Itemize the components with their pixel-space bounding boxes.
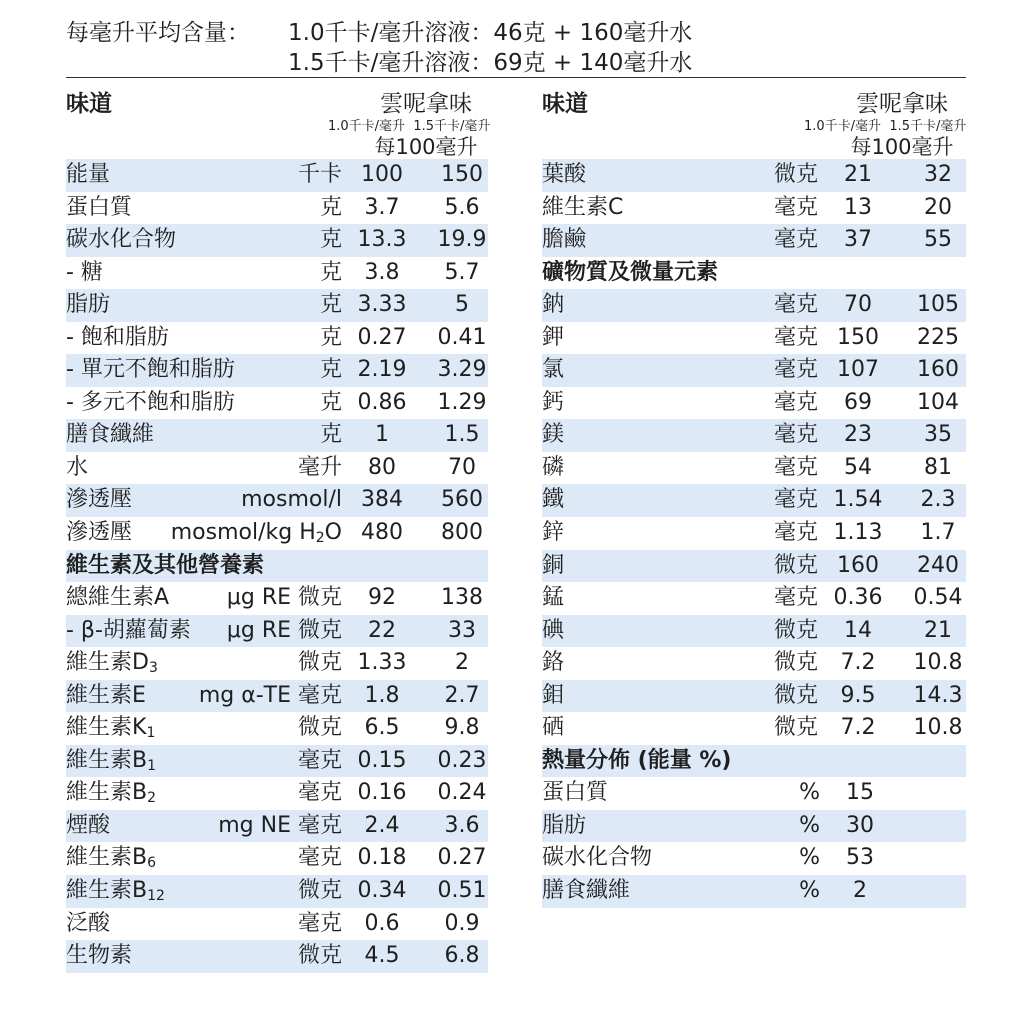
nutrient-name: 銅 [542,552,565,578]
nutrient-row [66,680,488,713]
nutrient-name: 滲透壓 [66,520,133,546]
nutrient-row [542,712,966,745]
nutrient-unit: 微克 [297,715,342,741]
nutrient-row [66,322,488,355]
nutrient-name: 鐵 [542,487,565,513]
nutrient-row [542,517,966,550]
table-header-left [66,83,491,159]
nutrient-unit: 毫克 [773,487,818,513]
nutrient-name: 錳 [542,585,565,611]
value-1-0-kcal: 2.19 [357,357,407,383]
section-heading-row [542,745,966,778]
dilution-label: 每毫升平均含量： [66,20,250,46]
dilution-line-1 [66,18,966,48]
value-1-0-kcal: 107 [837,357,879,383]
nutrient-name: - 糖 [66,259,103,285]
nutrient-name: 泛酸 [66,910,111,936]
nutrient-unit: 克 [319,422,342,448]
value-1-0-kcal: 3.33 [357,292,407,318]
nutrient-name: 維生素$B_{12}$ [66,878,165,905]
value-1-5-kcal: 5.7 [444,259,480,285]
concentration-1-0: 1.0千卡/毫升 [804,119,882,134]
nutrient-unit: 克 [319,227,342,253]
nutrient-unit: 克 [319,357,342,383]
nutrient-unit: 毫克 [773,520,818,546]
nutrition-table-right [542,83,966,908]
nutrient-name: 鈉 [542,292,565,318]
section-title: 熱量分佈 (能量 %) [542,747,732,773]
nutrient-name: 維生素C [542,194,624,220]
nutrient-unit: 毫克 [773,422,818,448]
header-divider [66,77,966,78]
nutrient-name: 氯 [542,357,565,383]
value-1-0-kcal: 1.8 [364,682,400,708]
nutrient-row [542,647,966,680]
nutrient-unit: 微克 [773,715,818,741]
value-1-5-kcal: 0.41 [437,324,487,350]
nutrient-name: 碳水化合物 [542,845,653,871]
dilution-line-2 [66,48,966,78]
value-1-5-kcal: 0.27 [437,845,487,871]
nutrient-unit: μg RE 微克 [226,617,342,643]
value-1-5-kcal: 160 [917,357,959,383]
per-100ml-label: 每100毫升 [374,135,478,159]
nutrient-row [66,517,488,550]
nutrient-name: 膳食纖維 [66,422,155,448]
value-1-5-kcal: 150 [441,162,483,187]
nutrient-row [66,908,488,941]
value-1-0-kcal: 1 [375,422,389,448]
nutrient-name: - β-胡蘿蔔素 [66,617,191,643]
value-1-0-kcal: 92 [368,585,396,611]
nutrient-unit: mg NE 毫克 [218,812,342,838]
value-1-5-kcal: 104 [917,389,959,415]
value-1-5-kcal: 225 [917,324,959,350]
nutrient-name: 水 [66,454,89,480]
nutrient-unit: 克 [319,292,342,318]
value-1-5-kcal: 0.24 [437,780,487,806]
value-1-5-kcal: 5.6 [444,194,480,220]
nutrient-unit: 微克 [297,943,342,969]
nutrient-row [542,289,966,322]
value-1-5-kcal [898,842,978,875]
nutrient-row [66,289,488,322]
value-1-0-kcal: 100 [361,162,403,187]
nutrient-unit: 克 [319,259,342,285]
nutrient-unit: 毫克 [773,389,818,415]
nutrient-row [542,484,966,517]
value-1-5-kcal: 5 [455,292,469,318]
value-1-0-kcal: 480 [361,520,403,546]
value-1-5-kcal: 35 [924,422,952,448]
value-1-5-kcal [898,875,978,908]
nutrient-row [542,680,966,713]
nutrient-name: 脂肪 [542,812,587,838]
nutrient-name: 磷 [542,454,565,480]
nutrient-unit: % [799,780,820,806]
value-1-5-kcal: 70 [448,454,476,480]
nutrient-unit: 毫克 [297,845,342,871]
value-1-5-kcal: 560 [441,487,483,513]
nutrient-unit: 毫克 [773,194,818,220]
nutrient-row [66,159,488,192]
value-1-5-kcal [898,777,978,810]
nutrient-row [542,615,966,648]
dilution-1-0-kcal: 1.0千卡/毫升溶液：46克 + 160毫升水 [288,20,693,46]
nutrient-name: - 多元不飽和脂肪 [66,389,235,415]
value-1-5-kcal: 6.8 [444,943,480,969]
nutrient-name: 蛋白質 [66,194,133,220]
nutrient-unit: 克 [319,389,342,415]
value-1-0-kcal: 0.34 [357,878,407,904]
nutrient-unit: 微克 [773,162,818,187]
value-1-5-kcal: 2 [455,650,469,676]
value-1-0-kcal: 22 [368,617,396,643]
value-1-5-kcal: 3.6 [444,812,480,838]
nutrient-unit: % [799,845,820,871]
nutrient-name: 煙酸 [66,812,111,838]
nutrient-name: 總維生素A [66,585,170,611]
nutrient-row [66,810,488,843]
value-1-0-kcal: 80 [368,454,396,480]
value-1-5-kcal: 138 [441,585,483,611]
value-1-0-kcal: 53 [846,845,874,871]
value-1-5-kcal: 1.7 [920,520,956,546]
nutrient-row [542,322,966,355]
section-heading-row [66,550,488,583]
nutrient-row [542,550,966,583]
dilution-header [66,18,966,78]
value-1-5-kcal: 33 [448,617,476,643]
nutrient-name: 維生素$B_2$ [66,780,157,807]
value-1-0-kcal: 7.2 [840,715,876,741]
nutrient-row [66,647,488,680]
value-1-5-kcal: 0.23 [437,747,487,773]
nutrient-name: 鋅 [542,520,565,546]
nutrient-name: 葉酸 [542,162,587,187]
nutrient-unit: 微克 [297,650,342,676]
nutrient-row [542,777,966,810]
nutrient-row [66,745,488,778]
value-1-5-kcal: 3.29 [437,357,487,383]
nutrient-unit: 微克 [773,552,818,578]
nutrient-row [66,712,488,745]
value-1-0-kcal: 2.4 [364,812,400,838]
nutrient-unit: % [799,812,820,838]
nutrient-name: 碘 [542,617,565,643]
nutrient-row [66,419,488,452]
nutrient-unit: 千卡 [297,162,342,187]
nutrient-name: 脂肪 [66,292,111,318]
nutrient-unit: % [799,878,820,904]
value-1-0-kcal: 23 [844,422,872,448]
nutrient-name: 維生素$D_3$ [66,650,158,677]
nutrient-row [66,875,488,908]
value-1-0-kcal: 70 [844,292,872,318]
nutrient-unit: mg α-TE 毫克 [198,682,342,708]
nutrient-name: 膽鹼 [542,227,587,253]
flavor-label: 味道 [66,91,112,117]
nutrient-unit: 微克 [297,878,342,904]
value-1-0-kcal: 21 [844,162,872,187]
product-flavor: 雲呢拿味 [380,91,472,117]
nutrient-unit: mosmol/kg $H_2O$ [170,520,342,547]
nutrient-name: 滲透壓 [66,487,133,513]
nutrient-unit: 毫克 [773,357,818,383]
nutrient-name: 硒 [542,715,565,741]
nutrient-name: 維生素$B_6$ [66,845,157,872]
value-1-0-kcal: 6.5 [364,715,400,741]
nutrient-row [66,582,488,615]
value-1-0-kcal: 13 [844,194,872,220]
nutrient-name: 維生素E [66,682,146,708]
value-1-5-kcal: 55 [924,227,952,253]
value-1-0-kcal: 2 [853,878,867,904]
value-1-0-kcal: 0.36 [833,585,883,611]
value-1-5-kcal: 0.9 [444,910,480,936]
value-1-0-kcal: 54 [844,454,872,480]
nutrient-name: 鉬 [542,682,565,708]
nutrient-unit: 毫克 [297,780,342,806]
nutrient-unit: 克 [319,324,342,350]
value-1-0-kcal: 0.16 [357,780,407,806]
value-1-0-kcal: 150 [837,324,879,350]
value-1-0-kcal: 1.54 [833,487,883,513]
nutrient-unit: 毫克 [297,910,342,936]
nutrient-row [542,192,966,225]
nutrient-row [66,257,488,290]
value-1-0-kcal: 0.6 [364,910,400,936]
value-1-5-kcal: 1.5 [444,422,480,448]
section-title: 礦物質及微量元素 [542,259,719,285]
nutrient-name: 碳水化合物 [66,227,177,253]
nutrient-unit: 微克 [773,617,818,643]
nutrient-name: 鉻 [542,650,565,676]
value-1-5-kcal: 1.29 [437,389,487,415]
nutrient-row [542,582,966,615]
value-1-5-kcal: 2.7 [444,682,480,708]
nutrient-row [66,842,488,875]
value-1-5-kcal: 32 [924,162,952,187]
value-1-5-kcal: 10.8 [913,715,963,741]
nutrient-row [66,192,488,225]
nutrient-name: 維生素$K_1$ [66,715,156,742]
value-1-5-kcal: 10.8 [913,650,963,676]
nutrient-row [542,224,966,257]
nutrient-row [542,875,966,908]
value-1-0-kcal: 15 [846,780,874,806]
nutrient-row [66,484,488,517]
value-1-0-kcal: 0.86 [357,389,407,415]
nutrient-row [542,842,966,875]
nutrient-row [66,224,488,257]
nutrient-unit: 毫克 [773,324,818,350]
value-1-0-kcal: 0.15 [357,747,407,773]
section-heading-row [542,257,966,290]
nutrient-rows-left [66,159,488,973]
nutrient-row [542,387,966,420]
nutrient-unit: 毫克 [773,454,818,480]
table-header-right [542,83,966,159]
value-1-0-kcal: 160 [837,552,879,578]
value-1-0-kcal: 69 [844,389,872,415]
nutrient-name: 蛋白質 [542,780,609,806]
value-1-5-kcal: 105 [917,292,959,318]
section-title: 維生素及其他營養素 [66,552,265,578]
nutrient-name: 維生素$B_1$ [66,747,157,774]
value-1-5-kcal [898,810,978,843]
nutrient-name: 鎂 [542,422,565,448]
flavor-label: 味道 [542,91,588,117]
nutrient-row [542,159,966,192]
value-1-0-kcal: 384 [361,487,403,513]
value-1-5-kcal: 81 [924,454,952,480]
nutrient-row [66,940,488,973]
nutrient-row [542,354,966,387]
value-1-5-kcal: 0.54 [913,585,963,611]
nutrient-unit: 毫克 [773,292,818,318]
nutrient-rows-right [542,159,966,908]
value-1-0-kcal: 0.18 [357,845,407,871]
value-1-0-kcal: 37 [844,227,872,253]
value-1-0-kcal: 4.5 [364,943,400,969]
nutrient-unit: mosmol/l [241,487,342,513]
nutrient-unit: 毫克 [773,227,818,253]
nutrient-unit: 毫克 [773,585,818,611]
nutrient-unit: 微克 [773,650,818,676]
value-1-0-kcal: 1.33 [357,650,407,676]
nutrient-name: 鈣 [542,389,565,415]
nutrient-name: 鉀 [542,324,565,350]
concentration-1-5: 1.5千卡/毫升 [413,119,491,134]
value-1-5-kcal: 20 [924,194,952,220]
nutrient-name: 生物素 [66,943,133,969]
nutrient-name: 能量 [66,162,111,187]
value-1-5-kcal: 21 [924,617,952,643]
nutrient-row [66,387,488,420]
dilution-1-5-kcal: 1.5千卡/毫升溶液：69克 + 140毫升水 [288,50,693,76]
nutrient-row [66,615,488,648]
value-1-0-kcal: 9.5 [840,682,876,708]
nutrient-row [66,354,488,387]
nutrient-row [542,452,966,485]
concentration-1-0: 1.0千卡/毫升 [328,119,406,134]
value-1-5-kcal: 19.9 [437,227,487,253]
nutrition-table-left [66,83,491,973]
value-1-0-kcal: 3.8 [364,259,400,285]
value-1-0-kcal: 3.7 [364,194,400,220]
value-1-0-kcal: 7.2 [840,650,876,676]
value-1-5-kcal: 800 [441,520,483,546]
value-1-0-kcal: 13.3 [357,227,407,253]
value-1-5-kcal: 14.3 [913,682,963,708]
nutrient-name: - 飽和脂肪 [66,324,169,350]
value-1-0-kcal: 14 [844,617,872,643]
value-1-5-kcal: 0.51 [437,878,487,904]
value-1-0-kcal: 30 [846,812,874,838]
nutrient-unit: μg RE 微克 [226,585,342,611]
per-100ml-label: 每100毫升 [850,135,954,159]
nutrient-row [542,810,966,843]
nutrient-name: 膳食纖維 [542,878,631,904]
value-1-0-kcal: 1.13 [833,520,883,546]
concentration-1-5: 1.5千卡/毫升 [889,119,967,134]
nutrient-row [66,777,488,810]
nutrient-unit: 微克 [773,682,818,708]
value-1-5-kcal: 240 [917,552,959,578]
nutrient-name: - 單元不飽和脂肪 [66,357,235,383]
nutrient-unit: 毫升 [297,454,342,480]
value-1-5-kcal: 9.8 [444,715,480,741]
value-1-0-kcal: 0.27 [357,324,407,350]
value-1-5-kcal: 2.3 [920,487,956,513]
nutrient-unit: 克 [319,194,342,220]
nutrient-row [542,419,966,452]
nutrient-unit: 毫克 [297,747,342,773]
nutrient-row [66,452,488,485]
product-flavor: 雲呢拿味 [856,91,948,117]
